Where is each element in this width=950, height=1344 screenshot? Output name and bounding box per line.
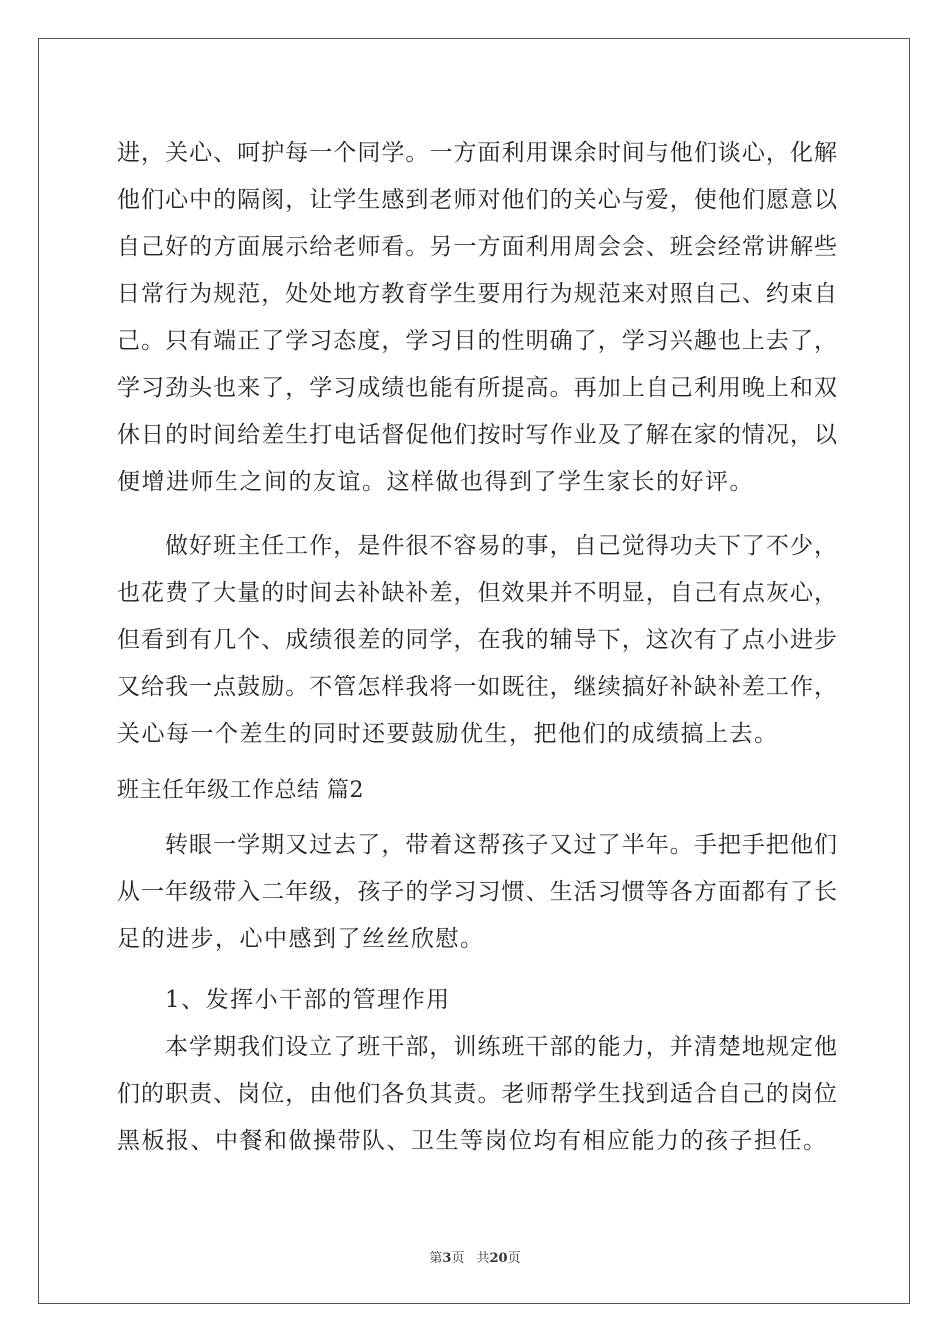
paragraph-start-line: 转眼一学期又过去了，带着这帮孩子又过了半年。手把手把他们 [165,832,837,858]
text-line: 们的职责、岗位，由他们各负其责。老师帮学生找到适合自己的岗位 [117,1081,837,1107]
page-unit: 页 [451,1251,465,1266]
text-line: 又给我一点鼓励。不管怎样我将一如既往，继续搞好补缺补差工作， [117,674,837,700]
numbered-subheading: 1、发挥小干部的管理作用 [165,987,451,1013]
text-line: 关心每一个差生的同时还要鼓励优生，把他们的成绩搞上去。 [117,721,779,747]
text-line: 也花费了大量的时间去补缺补差，但效果并不明显，自己有点灰心， [117,580,837,606]
section-heading: 班主任年级工作总结 篇2 [117,778,364,803]
page-footer [0,1247,950,1266]
text-line: 足的进步，心中感到了丝丝欣慰。 [117,926,485,952]
text-line: 日常行为规范，处处地方教育学生要用行为规范来对照自己、约束自 [117,281,837,307]
total-page-number: 20 [489,1251,508,1266]
text-line: 自己好的方面展示给老师看。另一方面利用周会会、班会经常讲解些 [117,234,837,260]
text-line: 进，关心、呵护每一个同学。一方面利用课余时间与他们谈心，化解 [117,140,837,166]
current-page-number: 3 [442,1251,452,1266]
page-frame [38,38,910,1304]
text-line: 黑板报、中餐和做操带队、卫生等岗位均有相应能力的孩子担任。 [117,1128,828,1154]
text-line: 便增进师生之间的友谊。这样做也得到了学生家长的好评。 [117,469,754,495]
text-line: 从一年级带入二年级，孩子的学习习惯、生活习惯等各方面都有了长 [117,879,837,905]
total-unit: 页 [507,1251,521,1266]
page-prefix: 第 [429,1251,443,1266]
text-line: 学习劲头也来了，学习成绩也能有所提高。再加上自己利用晚上和双 [117,375,837,401]
text-line: 休日的时间给差生打电话督促他们按时写作业及了解在家的情况，以 [117,422,837,448]
text-line: 他们心中的隔阂，让学生感到老师对他们的关心与爱，使他们愿意以 [117,187,837,213]
paragraph-start-line: 本学期我们设立了班干部，训练班干部的能力，并清楚地规定他 [165,1034,837,1060]
text-line: 但看到有几个、成绩很差的同学，在我的辅导下，这次有了点小进步 [117,627,837,653]
total-prefix: 共 [476,1251,490,1266]
text-line: 己。只有端正了学习态度，学习目的性明确了，学习兴趣也上去了， [117,328,837,354]
paragraph-start-line: 做好班主任工作，是件很不容易的事，自己觉得功夫下了不少， [165,533,837,559]
